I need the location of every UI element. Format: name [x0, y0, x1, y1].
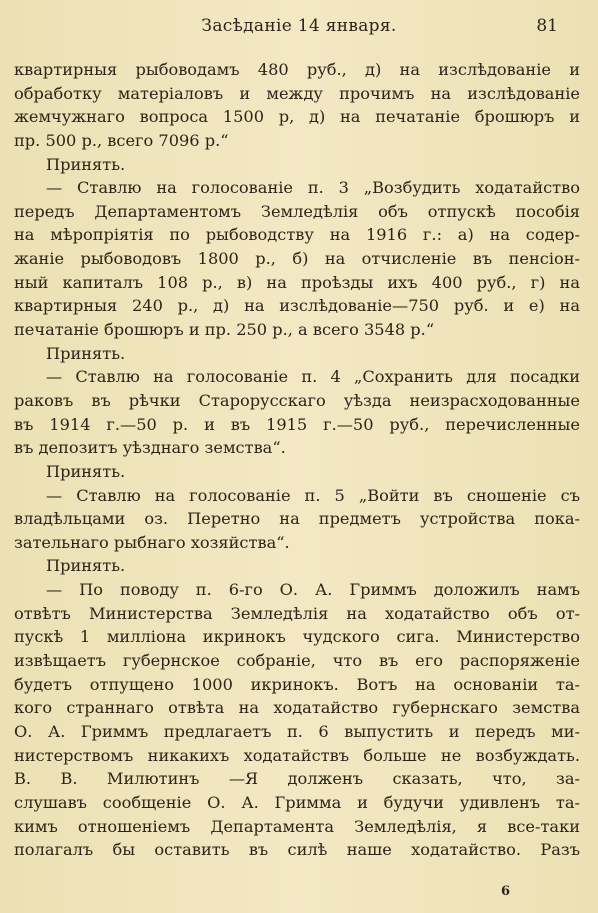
text-line: Принять.: [46, 461, 126, 481]
text-line: ный капиталъ 108 р., в) на проѣзды ихъ 400 руб., г) на: [14, 272, 580, 292]
text-line: — По поводу п. 6-го О. А. Гриммъ доложилъ намъ: [46, 580, 580, 600]
text-line: въ депозитъ уѣзднаго земства“.: [14, 438, 286, 458]
text-line: Принять.: [46, 154, 126, 174]
text-line: печатаніе брошюръ и пр. 250 р., а всего 3548 р.“: [14, 320, 435, 340]
text-line: зательнаго рыбнаго хозяйства“.: [14, 532, 290, 552]
text-line: квартирныя рыбоводамъ 480 руб., д) на изслѣдованіе и: [14, 60, 580, 79]
text-line: полагалъ бы оставить въ силѣ наше ходатайство. Разъ: [14, 840, 580, 860]
text-line: квартирныя 240 р., д) на изслѣдованіе—750 руб. и е) на: [14, 296, 580, 316]
text-line: отвѣтъ Министерства Земледѣлія на ходатайство объ от-: [14, 603, 580, 623]
text-line: извѣщаетъ губернское собраніе, что въ его распоряженіе: [14, 651, 580, 671]
text-line: жемчужнаго вопроса 1500 р, д) на печатаніе брошюръ и: [14, 107, 580, 127]
page-header: [30, 16, 568, 42]
text-line: передъ Департаментомъ Земледѣлія объ отпускѣ пособія: [14, 201, 580, 221]
text-line: О. А. Гриммъ предлагаетъ п. 6 выпустить и передъ ми-: [14, 721, 580, 741]
text-line: кого страннаго отвѣта на ходатайство губернскаго земства: [14, 698, 580, 718]
text-line: пускѣ 1 милліона икринокъ чудского сига. Министерство: [14, 627, 580, 647]
text-line: кимъ отношеніемъ Департамента Земледѣлія, я все-таки: [14, 816, 580, 836]
page-number: 81: [536, 16, 558, 36]
running-title: Засѣданіе 14 января.: [201, 16, 397, 36]
text-line: будетъ отпущено 1000 икринокъ. Вотъ на основаніи та-: [14, 674, 580, 694]
text-line: слушавъ сообщеніе О. А. Гримма и будучи удивленъ та-: [14, 792, 580, 812]
text-line: Принять.: [46, 556, 126, 576]
text-line: обработку матеріаловъ и между прочимъ на изслѣдованіе: [14, 83, 580, 103]
text-line: нистерствомъ никакихъ ходатайствъ больше не возбуждать.: [14, 745, 580, 765]
text-line: раковъ въ рѣчки Старорусскаго уѣзда неизрасходованные: [14, 390, 580, 410]
text-line: Принять.: [46, 343, 126, 363]
text-line: въ 1914 г.—50 р. и въ 1915 г.—50 руб., перечисленные: [14, 414, 580, 434]
text-line: — Ставлю на голосованіе п. 3 „Возбудить ходатайство: [46, 178, 580, 198]
text-line: пр. 500 р., всего 7096 р.“: [14, 130, 229, 150]
text-line: В. В. Милютинъ —Я долженъ сказать, что, за-: [14, 769, 580, 789]
signature-mark: 6: [500, 884, 510, 899]
text-line: владѣльцами оз. Перетно на предметъ устройства пока-: [14, 509, 580, 529]
text-line: — Ставлю на голосованіе п. 5 „Войти въ сношеніе съ: [46, 485, 580, 505]
text-line: на мѣропріятія по рыбоводству на 1916 г.: а) на содер-: [14, 225, 580, 245]
text-line: жаніе рыбоводовъ 1800 р., б) на отчисленіе въ пенсіон-: [14, 249, 580, 269]
text-line: — Ставлю на голосованіе п. 4 „Сохранить для посадки: [46, 367, 580, 387]
body-text: [14, 58, 580, 862]
